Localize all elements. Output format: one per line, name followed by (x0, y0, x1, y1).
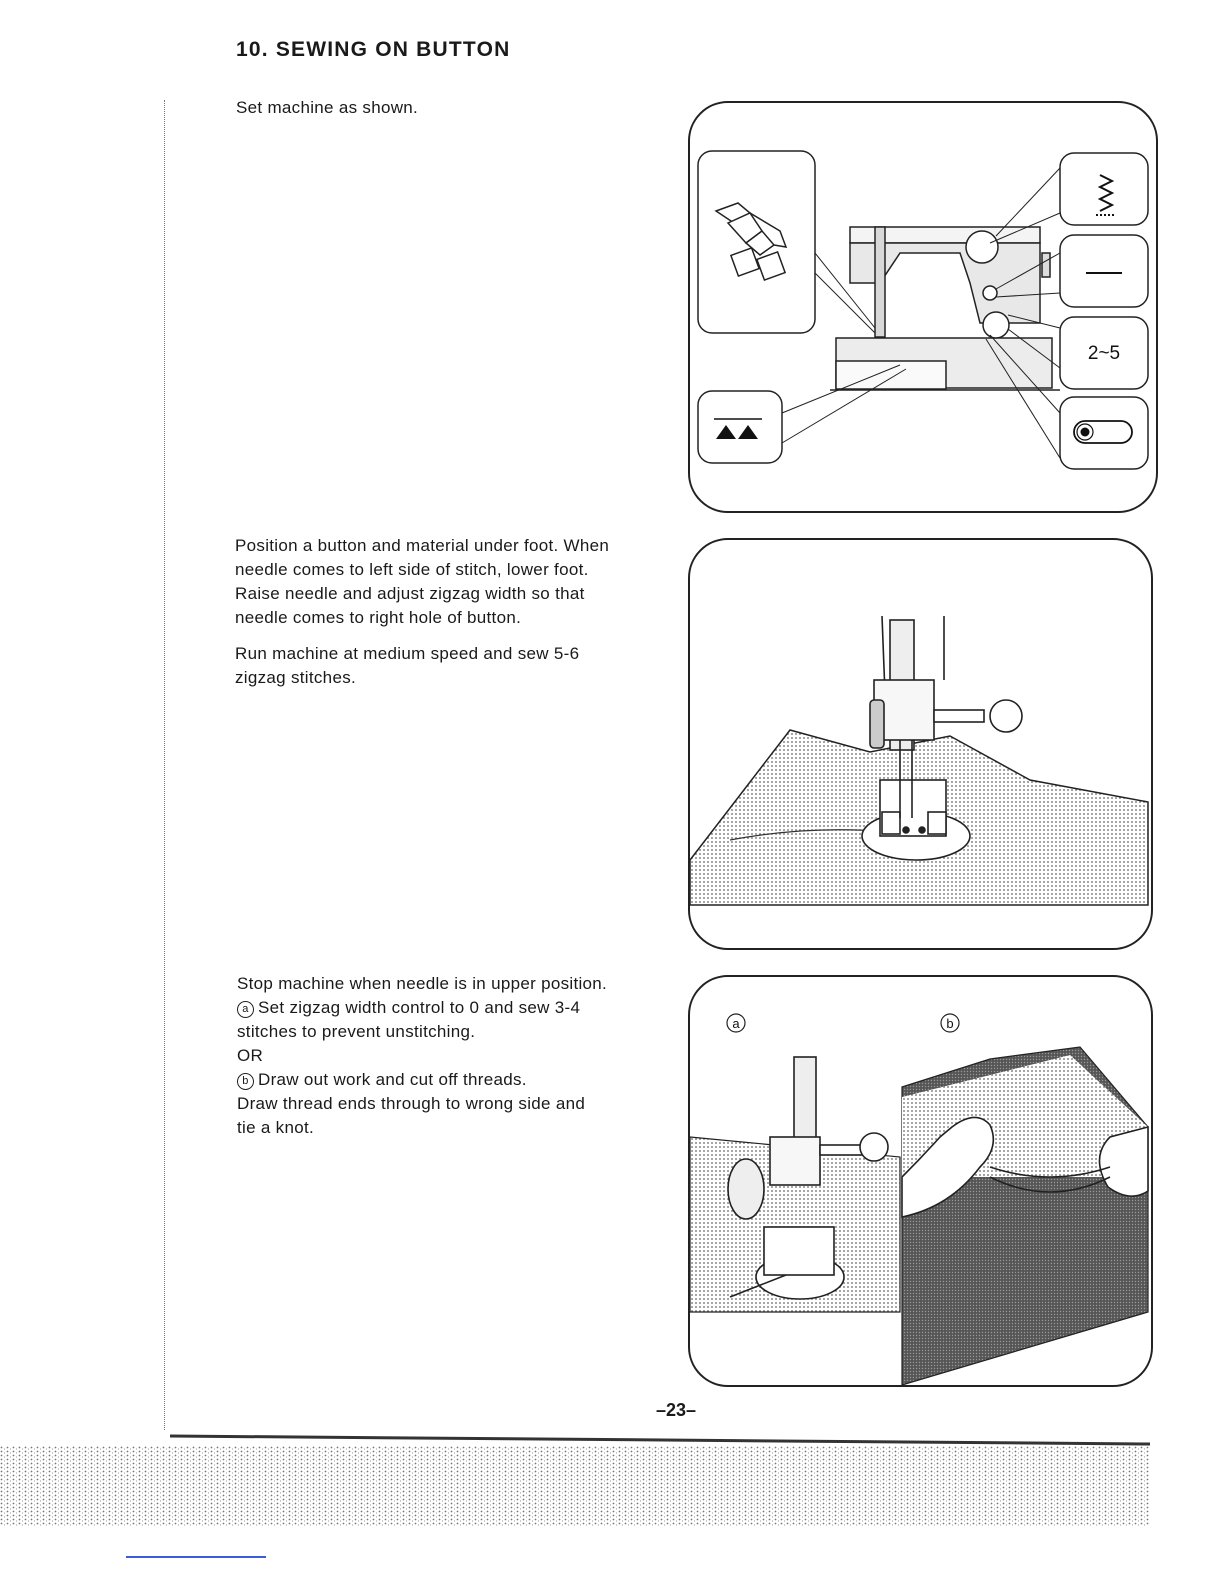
step-3-line: Draw thread ends through to wrong side and (237, 1094, 586, 1113)
figure-finishing-options (688, 975, 1153, 1387)
figure-machine-settings (688, 101, 1158, 513)
page-number: –23– (656, 1400, 697, 1420)
step-2-line: Raise needle and adjust zigzag width so that (235, 584, 585, 603)
step-2-line: needle comes to right hole of button. (235, 608, 522, 627)
step-1-text (236, 96, 418, 120)
figure-button-under-foot (688, 538, 1153, 950)
step-2-text (235, 534, 647, 630)
step-3-line: tie a knot. (237, 1118, 315, 1137)
section-title: 10. SEWING ON BUTTON (236, 38, 511, 61)
finishing-illustration (690, 977, 1151, 1385)
stitch-length-callout (1060, 235, 1148, 307)
machine-settings-illustration (690, 103, 1156, 511)
option-b-label: b (946, 1016, 954, 1031)
blue-rule (126, 1556, 266, 1558)
step-2-line: needle comes to left side of stitch, lower foot. (235, 560, 589, 579)
sewing-machine-drawing (830, 227, 1060, 390)
step-3-option-a (237, 996, 649, 1020)
binding-margin-dots (164, 100, 166, 1430)
step-3-line: stitches to prevent unstitching. (237, 1022, 476, 1041)
step-2-text-b (235, 642, 647, 690)
step-2-line: zigzag stitches. (235, 668, 357, 687)
button-under-foot-illustration (690, 540, 1151, 948)
feed-dog-raised-icon (714, 419, 762, 439)
step-3-text (237, 972, 649, 1140)
option-b-marker: b (237, 1073, 254, 1090)
step-1-line: Set machine as shown. (236, 98, 419, 117)
option-a-label: a (732, 1016, 740, 1031)
step-3-line: Stop machine when needle is in upper position. (237, 974, 608, 993)
or-label: OR (237, 1046, 264, 1065)
step-2-line: Position a button and material under foot. When (235, 536, 610, 555)
step-2-line: Run machine at medium speed and sew 5-6 (235, 644, 580, 663)
option-a-marker: a (237, 1001, 254, 1018)
scan-edge-shadow (0, 1418, 1224, 1538)
step-3-option-b (237, 1068, 649, 1092)
option-b-text: Draw out work and cut off threads. (258, 1070, 527, 1089)
feed-dog-callout (698, 391, 782, 463)
zigzag-stitch-icon (1096, 175, 1116, 215)
option-a-text: Set zigzag width control to 0 and sew 3-4 (258, 998, 581, 1017)
button-foot-icon (716, 203, 786, 280)
feed-dog-lowered-icon (1074, 421, 1132, 443)
stitch-width-value: 2~5 (1087, 343, 1121, 364)
